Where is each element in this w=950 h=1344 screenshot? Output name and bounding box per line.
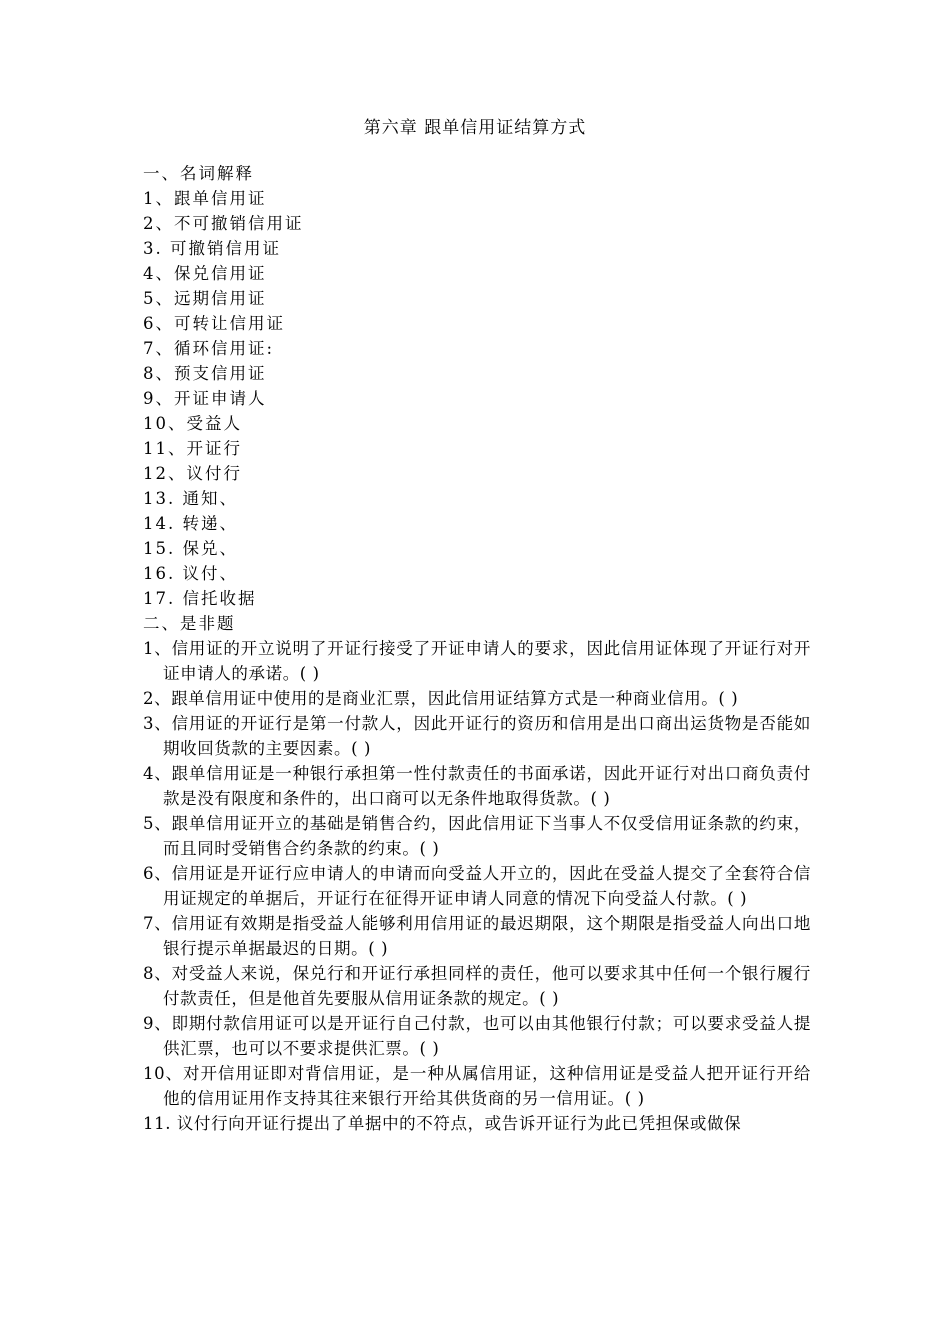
term-item: 1、跟单信用证 <box>143 189 267 208</box>
true-false-question: 1、信用证的开立说明了开证行接受了开证申请人的要求，因此信用证体现了开证行对开证申请人的承诺。( ) <box>143 639 811 683</box>
true-false-question: 10、对开信用证即对背信用证，是一种从属信用证，这种信用证是受益人把开证行开给他的信用证用作支持其往来银行开给其供货商的另一信用证。( ) <box>143 1064 811 1108</box>
term-item: 12、议付行 <box>143 464 242 483</box>
true-false-question: 2、跟单信用证中使用的是商业汇票，因此信用证结算方式是一种商业信用。( ) <box>143 689 739 708</box>
section-heading-definitions: 一、名词解释 <box>143 164 254 183</box>
true-false-question: 7、信用证有效期是指受益人能够利用信用证的最迟期限，这个期限是指受益人向出口地银行提示单据最迟的日期。( ) <box>143 914 811 958</box>
term-item: 9、开证申请人 <box>143 389 267 408</box>
term-item: 17. 信托收据 <box>143 589 257 608</box>
term-item: 16. 议付、 <box>143 564 238 583</box>
term-item: 11、开证行 <box>143 439 242 458</box>
term-item: 5、远期信用证 <box>143 289 267 308</box>
true-false-question: 3、信用证的开证行是第一付款人，因此开证行的资历和信用是出口商出运货物是否能如期收回货款的主要因素。( ) <box>143 714 811 758</box>
term-item: 14. 转递、 <box>143 514 238 533</box>
document-body <box>143 161 811 1136</box>
term-item: 13. 通知、 <box>143 489 238 508</box>
true-false-question: 8、对受益人来说，保兑行和开证行承担同样的责任，他可以要求其中任何一个银行履行付款责任，但是他首先要服从信用证条款的规定。( ) <box>143 964 811 1008</box>
true-false-question: 5、跟单信用证开立的基础是销售合约，因此信用证下当事人不仅受信用证条款的约束，而且同时受销售合约条款的约束。( ) <box>143 814 811 858</box>
true-false-question: 4、跟单信用证是一种银行承担第一性付款责任的书面承诺，因此开证行对出口商负责付款是没有限度和条件的，出口商可以无条件地取得货款。( ) <box>143 764 811 808</box>
true-false-question: 9、即期付款信用证可以是开证行自己付款，也可以由其他银行付款；可以要求受益人提供汇票，也可以不要求提供汇票。( ) <box>143 1014 811 1058</box>
term-item: 6、可转让信用证 <box>143 314 285 333</box>
term-item: 8、预支信用证 <box>143 364 267 383</box>
term-item: 4、保兑信用证 <box>143 264 267 283</box>
term-item: 2、不可撤销信用证 <box>143 214 304 233</box>
term-item: 10、受益人 <box>143 414 242 433</box>
term-item: 15. 保兑、 <box>143 539 238 558</box>
true-false-question: 6、信用证是开证行应申请人的申请而向受益人开立的，因此在受益人提交了全套符合信用证规定的单据后，开证行在征得开证申请人同意的情况下向受益人付款。( ) <box>143 864 811 908</box>
true-false-question: 11. 议付行向开证行提出了单据中的不符点，或告诉开证行为此已凭担保或做保 <box>143 1114 742 1133</box>
term-item: 3. 可撤销信用证 <box>143 239 281 258</box>
section-heading-true-false: 二、是非题 <box>143 614 236 633</box>
chapter-title: 第六章 跟单信用证结算方式 <box>363 118 587 138</box>
term-item: 7、循环信用证: <box>143 339 275 358</box>
